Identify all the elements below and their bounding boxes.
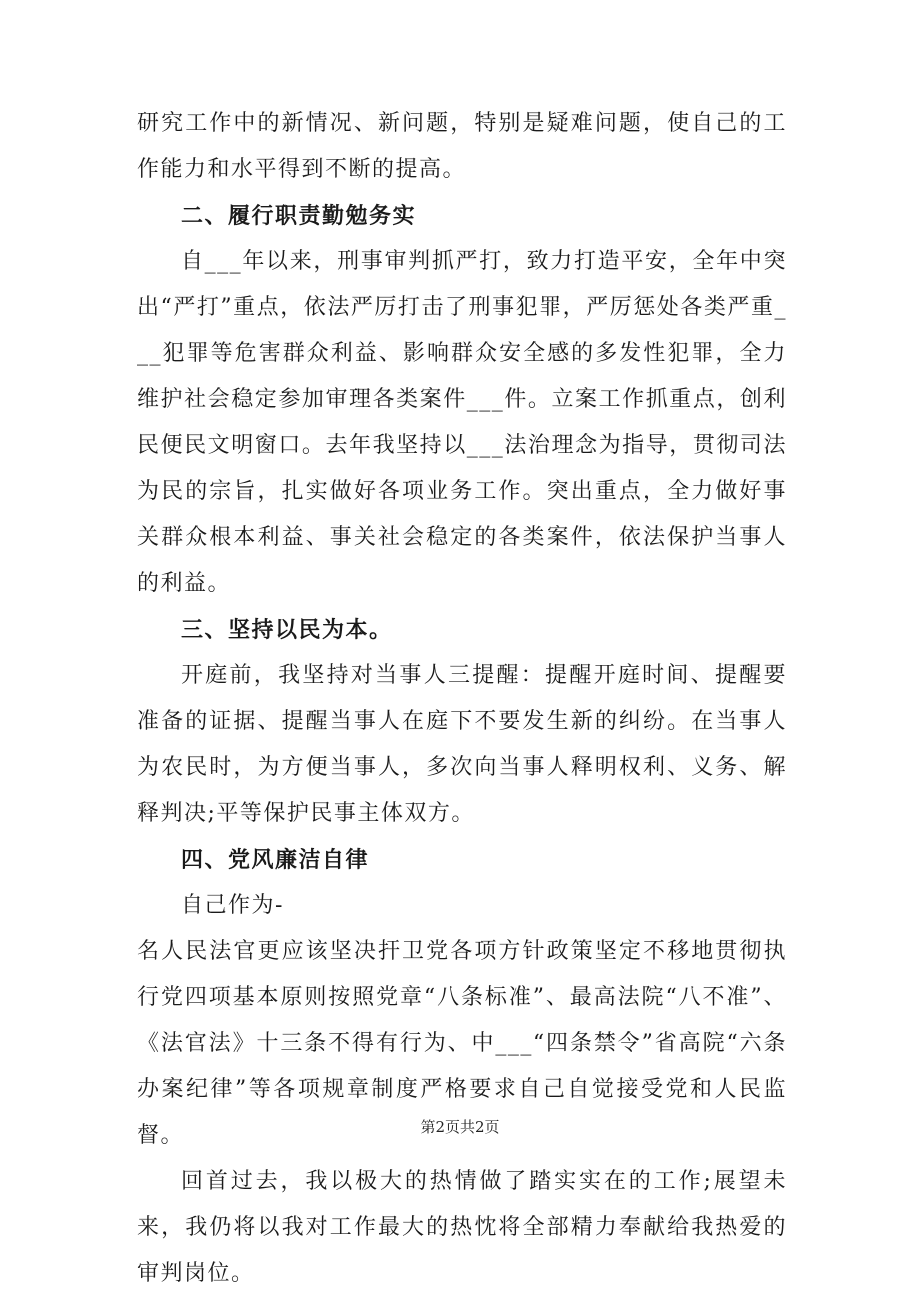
paragraph-6: 回首过去，我以极大的热情做了踏实实在的工作;展望未来，我仍将以我对工作最大的热忱将全部精力奉献给我热爱的审判岗位。	[137, 1169, 787, 1286]
paragraph-3: 开庭前，我坚持对当事人三提醒：提醒开庭时间、提醒要准备的证据、提醒当事人在庭下不要发生新的纠纷。在当事人为农民时，为方便当事人，多次向当事人释明权利、义务、解释判决;平等保护民事主体双方。	[137, 663, 787, 826]
page-number: 第2页共2页	[420, 1118, 500, 1136]
section-heading-2: 二、履行职责勤勉务实	[181, 203, 417, 229]
paragraph-2: 自___年以来，刑事审判抓严打，致力打造平安，全年中突出“严打”重点，依法严厉打击了刑事犯罪，严厉惩处各类严重___犯罪等危害群众利益、影响群众安全感的多发性犯罪，全力维护社会稳定参加审理各类案件___件。立案工作抓重点，创利民便民文明窗口。去年我坚持以___法治理念为指导，贯彻司法为民的宗旨，扎实做好各项业务工作。突出重点，全力做好事关群众根本利益、事关社会稳定的各类案件，依法保护当事人的利益。	[137, 249, 787, 596]
section-heading-4: 四、党风廉洁自律	[181, 847, 370, 873]
paragraph-5: 名人民法官更应该坚决扞卫党各项方针政策坚定不移地贯彻执行党四项基本原则按照党章“八条标准”、最高法院“八不准”、《法官法》十三条不得有行为、中___“四条禁令”省高院“六条办案纪律”等各项规章制度严格要求自己自觉接受党和人民监督。	[137, 939, 787, 1148]
paragraph-4: 自己作为-	[181, 893, 284, 918]
paragraph-1: 研究工作中的新情况、新问题，特别是疑难问题，使自己的工作能力和水平得到不断的提高。	[137, 111, 787, 182]
section-heading-3: 三、坚持以民为本。	[181, 617, 393, 643]
